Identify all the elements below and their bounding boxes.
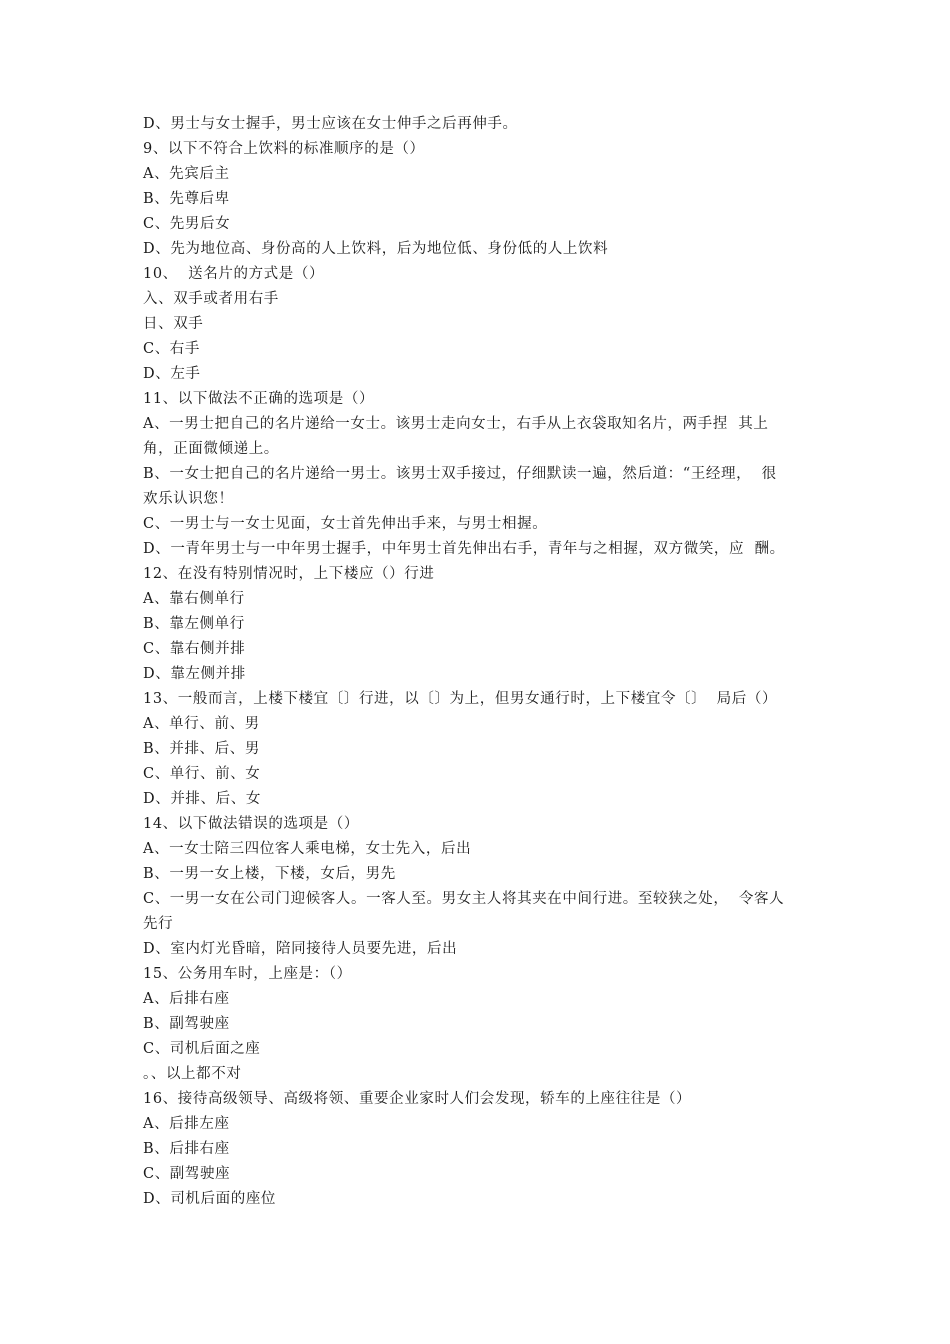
option-line: C、一男一女在公司门迎候客人。一客人至。男女主人将其夹在中间行进。至较狭之处， 令客人 <box>143 891 785 907</box>
option-line: D、司机后面的座位 <box>143 1191 277 1207</box>
option-line: D、先为地位高、身份高的人上饮料，后为地位低、身份低的人上饮料 <box>143 241 609 257</box>
option-line: C、靠右侧并排 <box>143 641 246 657</box>
option-line: C、单行、前、女 <box>143 766 261 782</box>
option-line: A、后排左座 <box>143 1116 230 1132</box>
option-line: B、靠左侧单行 <box>143 616 245 632</box>
option-line: D、并排、后、女 <box>143 791 261 807</box>
option-line: B、一男一女上楼，下楼，女后，男先 <box>143 866 396 882</box>
question-9: 9、以下不符合上饮料的标准顺序的是（） <box>143 141 425 157</box>
option-line: C、一男士与一女士见面，女士首先伸出手来，与男士相握。 <box>143 516 548 532</box>
option-line: A、靠右侧单行 <box>143 591 245 607</box>
option-line: A、一男士把自己的名片递给一女士。该男士走向女士，右手从上衣袋取知名片，两手捏 其上 <box>143 416 769 432</box>
option-line: A、先宾后主 <box>143 166 230 182</box>
question-13: 13、一般而言，上楼下楼宜〔〕行进，以〔〕为上，但男女通行时，上下楼宜令〔〕 局后（） <box>143 691 778 707</box>
option-line: A、单行、前、男 <box>143 716 260 732</box>
option-line: C、副驾驶座 <box>143 1166 231 1182</box>
question-10: 10、 送名片的方式是（） <box>143 266 325 282</box>
option-line: 。、以上都不对 <box>143 1066 242 1082</box>
option-line: B、副驾驶座 <box>143 1016 230 1032</box>
option-line: A、一女士陪三四位客人乘电梯，女士先入，后出 <box>143 841 472 857</box>
option-line: D、左手 <box>143 366 201 382</box>
option-line: 日、双手 <box>143 316 204 332</box>
question-12: 12、在没有特别情况时，上下楼应（）行进 <box>143 566 435 582</box>
question-15: 15、公务用车时，上座是：（） <box>143 966 352 982</box>
option-line: C、先男后女 <box>143 216 231 232</box>
option-line: C、右手 <box>143 341 200 357</box>
question-14: 14、以下做法错误的选项是（） <box>143 816 359 832</box>
question-11: 11、以下做法不正确的选项是（） <box>143 391 375 407</box>
option-line-continued: 先行 <box>143 916 174 932</box>
option-line: A、后排右座 <box>143 991 230 1007</box>
option-line: C、司机后面之座 <box>143 1041 261 1057</box>
option-line: D、男士与女士握手，男士应该在女士伸手之后再伸手。 <box>143 116 518 132</box>
option-line: B、后排右座 <box>143 1141 230 1157</box>
option-line: B、先尊后卑 <box>143 191 230 207</box>
option-line: B、一女士把自己的名片递给一男士。该男士双手接过，仔细默读一遍，然后道：“王经理， 很 <box>143 466 777 482</box>
option-line: B、并排、后、男 <box>143 741 260 757</box>
option-line-continued: 欢乐认识您！ <box>143 491 234 507</box>
option-line: D、靠左侧并排 <box>143 666 246 682</box>
document-body <box>143 112 823 1212</box>
option-line: D、一青年男士与一中年男士握手，中年男士首先伸出右手，青年与之相握，双方微笑，应 酬。 <box>143 541 785 557</box>
question-16: 16、接待高级领导、高级将领、重要企业家时人们会发现，轿车的上座往往是（） <box>143 1091 692 1107</box>
option-line: 入、双手或者用右手 <box>143 291 279 307</box>
option-line: D、室内灯光昏暗，陪同接待人员要先进，后出 <box>143 941 458 957</box>
option-line-continued: 角，正面微倾递上。 <box>143 441 279 457</box>
